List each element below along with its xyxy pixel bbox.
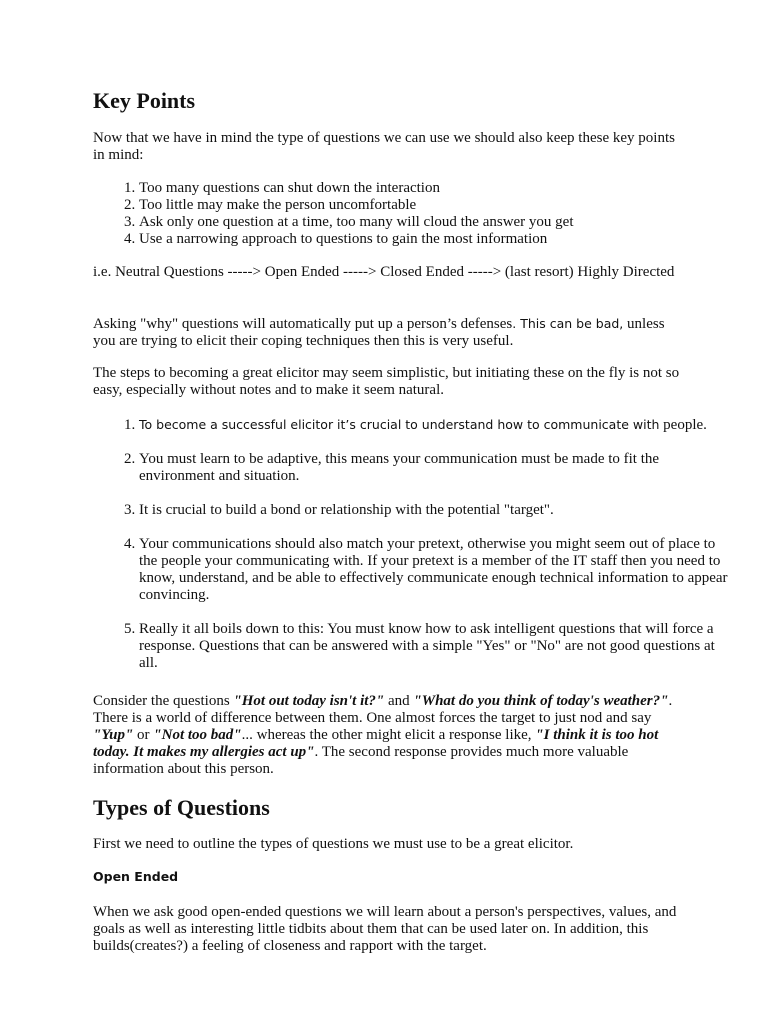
list-item: 1. Too many questions can shut down the interaction bbox=[139, 180, 729, 197]
key-points-list bbox=[93, 180, 729, 248]
why-text-2: . This can be bad, bbox=[512, 316, 624, 331]
why-questions-paragraph bbox=[93, 315, 683, 350]
question-sequence: i.e. Neutral Questions -----> Open Ended -----> Closed Ended -----> (last resort) Highly Directed bbox=[93, 264, 675, 280]
steps-list bbox=[93, 416, 729, 672]
step-1-text-cont: people. bbox=[659, 417, 707, 433]
why-text-3: unless you are trying to elicit their coping techniques then this is very useful. bbox=[93, 316, 665, 349]
consider-text: . There is a world of difference between them. One almost forces the target to just nod and say bbox=[93, 693, 673, 726]
list-item: 3. Ask only one question at a time, too many will cloud the answer you get bbox=[139, 214, 729, 231]
consider-text: or bbox=[133, 727, 154, 743]
consider-text: and bbox=[384, 693, 414, 709]
why-text-1: Asking "why" questions will automatically put up a person’s defenses bbox=[93, 316, 513, 332]
heading-types-of-questions: Types of Questions bbox=[93, 795, 270, 820]
consider-quote: "What do you think of today's weather?" bbox=[413, 693, 669, 709]
step-1-text: To become a successful elicitor it’s crucial to understand how to communicate with bbox=[139, 417, 660, 432]
consider-text: Consider the questions bbox=[93, 693, 234, 709]
open-ended-paragraph: When we ask good open-ended questions we will learn about a person's perspectives, values, and goals as well as interesting little tidbits about them that can be used later on. In addition, this builds(creates?) a feeling of closeness and rapport with the target. bbox=[93, 904, 677, 954]
subheading-open-ended: Open Ended bbox=[93, 869, 179, 884]
consider-quote: "Hot out today isn't it?" bbox=[233, 693, 385, 709]
list-item: 2. You must learn to be adaptive, this means your communication must be made to fit the environment and situation. bbox=[139, 451, 729, 485]
consider-text: ... whereas the other might elicit a response like, bbox=[241, 727, 536, 743]
consider-text: . The second response provides much more valuable information about this person. bbox=[93, 744, 629, 777]
steps-intro: The steps to becoming a great elicitor may seem simplistic, but initiating these on the fly is not so easy, especially without notes and to make it seem natural. bbox=[93, 365, 680, 398]
list-item: 3. It is crucial to build a bond or relationship with the potential "target". bbox=[139, 502, 729, 519]
heading-key-points: Key Points bbox=[93, 88, 196, 113]
list-item: 4. Use a narrowing approach to questions to gain the most information bbox=[139, 231, 729, 248]
list-item: 4. Your communications should also match your pretext, otherwise you might seem out of place to the people your communicating with. If your pretext is a member of the IT staff then you need to know, understand, and be able to effectively communicate enough technical information to appear convincing. bbox=[139, 536, 729, 604]
consider-quote: "I think it is too hot today. It makes my allergies act up" bbox=[93, 727, 659, 760]
key-points-intro: Now that we have in mind the type of questions we can use we should also keep these key points in mind: bbox=[93, 130, 675, 163]
consider-paragraph bbox=[93, 693, 683, 778]
types-intro: First we need to outline the types of questions we must use to be a great elicitor. bbox=[93, 836, 574, 852]
list-item bbox=[139, 416, 729, 434]
list-item: 5. Really it all boils down to this: You must know how to ask intelligent questions that will force a response. Questions that can be answered with a simple "Yes" or "No" are not good questions at all. bbox=[139, 621, 729, 672]
consider-quote: "Yup" bbox=[93, 727, 134, 743]
list-item: 2. Too little may make the person uncomfortable bbox=[139, 197, 729, 214]
consider-quote: "Not too bad" bbox=[153, 727, 242, 743]
